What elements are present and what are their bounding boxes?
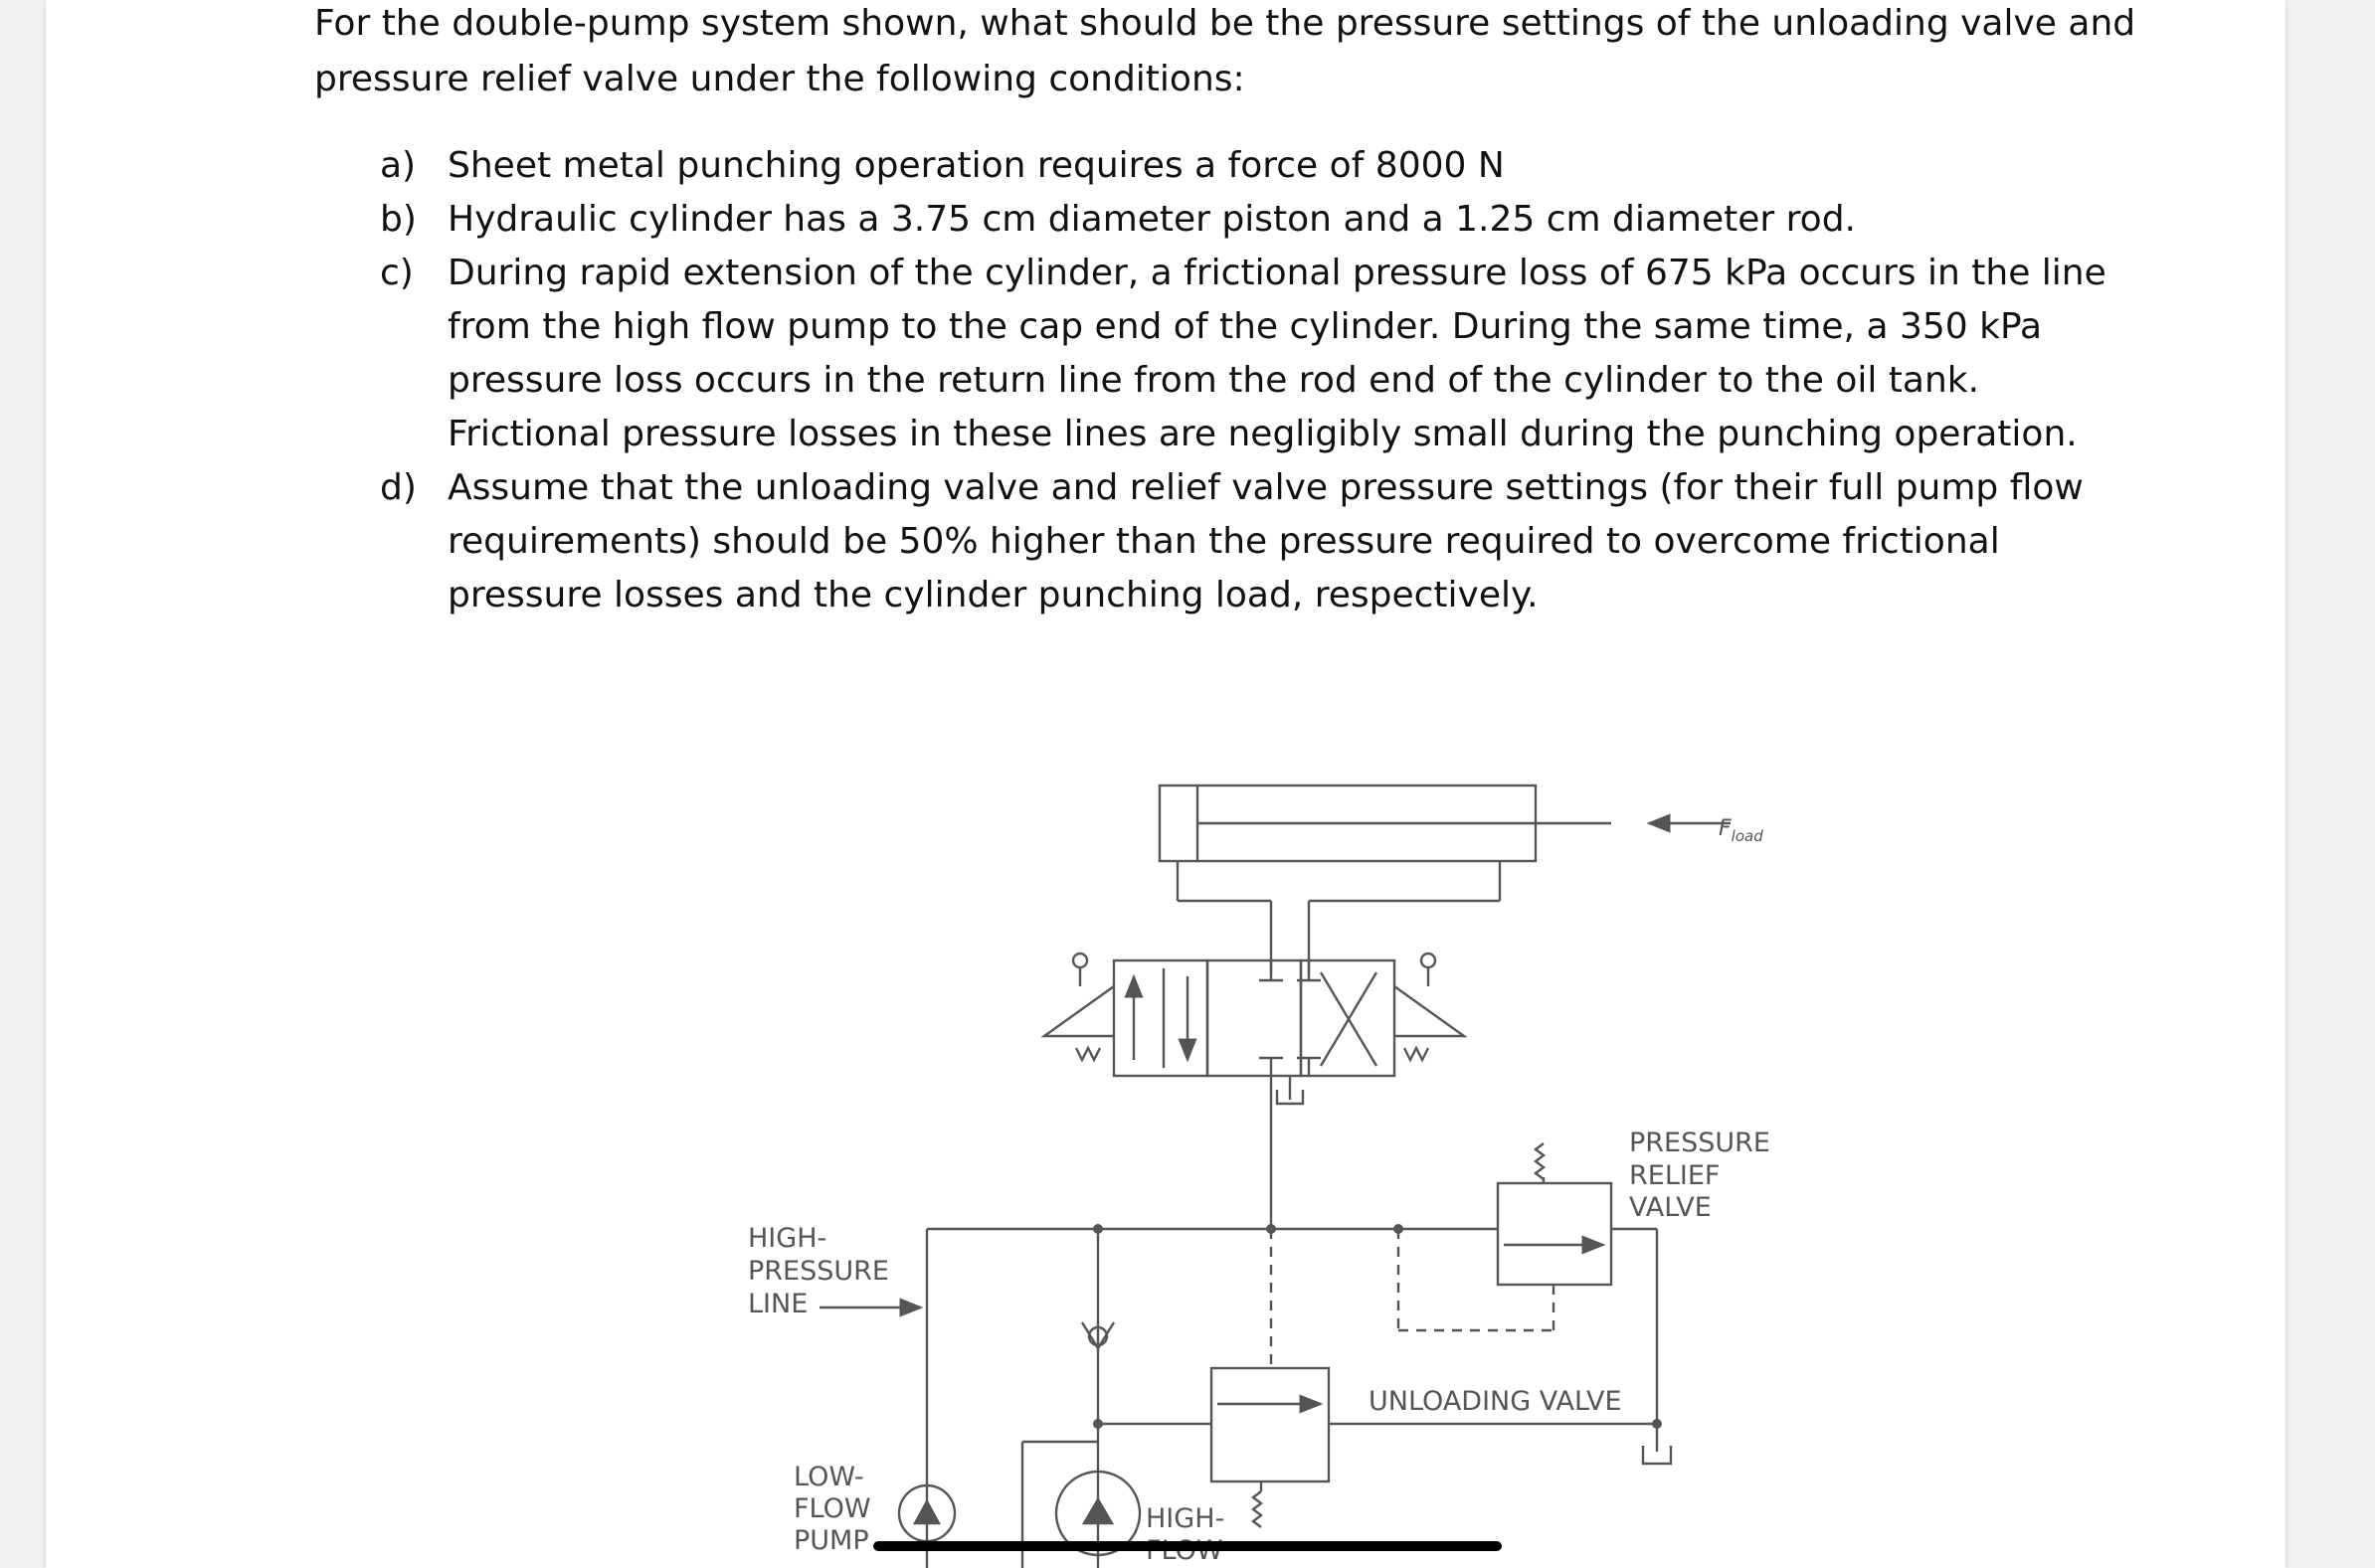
condition-marker: d) — [380, 467, 417, 508]
low-flow-pump-label-line3: PUMP — [794, 1525, 869, 1556]
f-load-symbol: F — [1719, 816, 1732, 841]
directional-control-valve — [1044, 954, 1464, 1104]
hydraulic-circuit-diagram — [696, 756, 1810, 1568]
condition-text: During rapid extension of the cylinder, a frictional pressure loss of 675 kPa occurs in the line from the high flow pump to the cap end of the cylinder. During the same time, a 350 kPa pressure loss occurs in the return line from the rod end of the cylinder to the oil tank. Frictional pressure losses in these lines are negligibly small during the punching operation. — [448, 253, 2106, 454]
condition-item — [380, 247, 2110, 461]
condition-text: Hydraulic cylinder has a 3.75 cm diameter piston and a 1.25 cm diameter rod. — [448, 199, 1856, 240]
high-pressure-line-label-line1: HIGH- — [748, 1223, 827, 1254]
relief-valve-label-line1: PRESSURE — [1629, 1128, 1770, 1158]
unloading-valve-label: UNLOADING VALVE — [1369, 1386, 1622, 1417]
high-pressure-line-label-line2: PRESSURE — [748, 1256, 889, 1287]
question-intro: For the double-pump system shown, what should be the pressure settings of the unloading valve and pressure relief valve under the following conditions: — [314, 3, 2136, 99]
condition-item — [380, 139, 2110, 193]
home-indicator[interactable] — [873, 1541, 1502, 1551]
f-load-label — [1719, 816, 1763, 845]
low-flow-pump-label-line1: LOW- — [794, 1462, 864, 1492]
hydraulic-cylinder — [1160, 785, 1611, 974]
conditions-list — [380, 139, 2110, 622]
condition-marker: b) — [380, 199, 417, 240]
high-pressure-line-label-line3: LINE — [748, 1289, 809, 1319]
condition-item — [380, 461, 2110, 622]
relief-valve-label-line2: RELIEF — [1629, 1160, 1721, 1191]
f-load-subscript: load — [1731, 827, 1763, 845]
condition-text: Assume that the unloading valve and relief valve pressure settings (for their full pump flow requirements) should be 50% higher than the pressure required to overcome frictional pressure losses and the cylinder punching load, respectively. — [448, 467, 2084, 615]
relief-valve-label-line3: VALVE — [1629, 1192, 1712, 1223]
condition-marker: a) — [380, 145, 417, 186]
condition-marker: c) — [380, 253, 414, 293]
condition-item — [380, 193, 2110, 247]
low-flow-pump-label-line2: FLOW — [794, 1493, 871, 1524]
high-flow-pump-label-line1: HIGH- — [1146, 1503, 1225, 1534]
condition-text: Sheet metal punching operation requires a force of 8000 N — [448, 145, 1505, 186]
